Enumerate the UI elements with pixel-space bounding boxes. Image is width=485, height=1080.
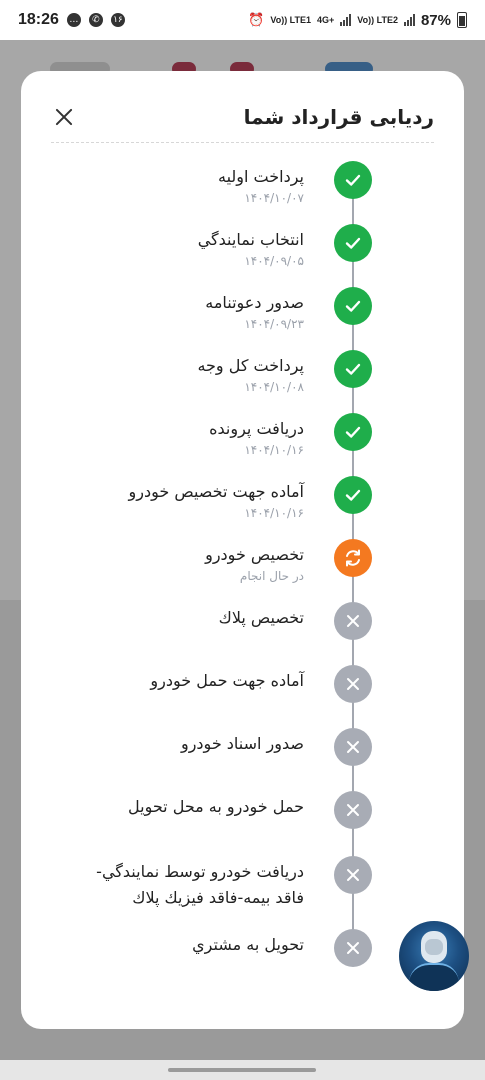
header-divider (51, 142, 434, 143)
x-icon (334, 856, 372, 894)
close-button[interactable] (51, 104, 77, 130)
x-icon (334, 929, 372, 967)
step-title: حمل خودرو به محل تحويل (128, 797, 304, 816)
tracking-modal (21, 71, 464, 1029)
step-title: صدور دعوتنامه (205, 293, 304, 312)
whatsapp-icon: ✆ (89, 13, 103, 27)
modal-header (51, 97, 434, 137)
refresh-icon (334, 539, 372, 577)
step-text (84, 859, 304, 911)
step-date: ۱۴۰۴/۰۹/۲۳ (244, 317, 304, 331)
step-title: دريافت پرونده (209, 419, 304, 438)
step-date: ۱۴۰۴/۰۹/۰۵ (244, 254, 304, 268)
step-title: آماده جهت حمل خودرو (150, 671, 304, 690)
notification-icon: ۱۶ (111, 13, 125, 27)
avatar-face (425, 939, 443, 955)
x-icon (334, 728, 372, 766)
step-title: انتخاب نمايندگي (197, 230, 304, 249)
step-text (84, 605, 304, 631)
step-text (84, 542, 304, 584)
x-icon (334, 602, 372, 640)
step-text (84, 731, 304, 757)
step-date: ۱۴۰۴/۱۰/۱۶ (244, 443, 304, 457)
status-bar (0, 0, 485, 40)
step-date: ۱۴۰۴/۱۰/۰۸ (244, 380, 304, 394)
status-right (248, 12, 467, 29)
check-icon (334, 161, 372, 199)
signal-icon-2 (404, 14, 415, 26)
step-title: تحويل به مشتري (192, 935, 304, 954)
step-title: پرداخت اولیه (218, 167, 304, 186)
battery-icon (457, 12, 467, 28)
x-icon (334, 665, 372, 703)
check-icon (334, 287, 372, 325)
x-icon (334, 791, 372, 829)
message-icon: … (67, 13, 81, 27)
step-text (84, 290, 304, 332)
status-left (18, 11, 125, 29)
step-text (84, 164, 304, 206)
system-nav-bar (0, 1060, 485, 1080)
network-indicator-1: Vo)) LTE1 (270, 14, 312, 25)
battery-percent: 87% (420, 11, 451, 29)
step-text (84, 668, 304, 694)
alarm-icon: ⏰ (248, 12, 265, 28)
check-icon (334, 413, 372, 451)
step-text (84, 353, 304, 395)
step-date: ۱۴۰۴/۱۰/۰۷ (244, 191, 304, 205)
clock: 18:26 (18, 11, 59, 28)
step-status: در حال انجام (239, 569, 304, 583)
check-icon (334, 224, 372, 262)
network-indicator-2: Vo)) LTE2 (357, 14, 398, 25)
step-title: تخصيص پلاك (218, 608, 304, 627)
step-title: تخصيص خودرو (205, 545, 304, 564)
step-text (84, 932, 304, 958)
assistant-avatar-button[interactable] (399, 921, 469, 991)
signal-icon (340, 14, 351, 26)
step-title: پرداخت كل وجه (197, 356, 304, 375)
step-date: ۱۴۰۴/۱۰/۱۶ (244, 506, 304, 520)
check-icon (334, 350, 372, 388)
step-text (84, 794, 304, 820)
step-title: صدور اسناد خودرو (180, 734, 304, 753)
step-text (84, 227, 304, 269)
check-icon (334, 476, 372, 514)
step-text (84, 416, 304, 458)
step-text (84, 479, 304, 521)
modal-title: ردیابی قرارداد شما (243, 105, 434, 129)
data-indicator: 4G+ (317, 14, 335, 25)
avatar-body (409, 963, 459, 991)
step-title: دريافت خودرو توسط نمايندگي-فاقد بيمه-فاقد فيزيك پلاك (96, 862, 304, 907)
step-title: آماده جهت تخصيص خودرو (128, 482, 304, 501)
home-handle[interactable] (168, 1068, 316, 1072)
